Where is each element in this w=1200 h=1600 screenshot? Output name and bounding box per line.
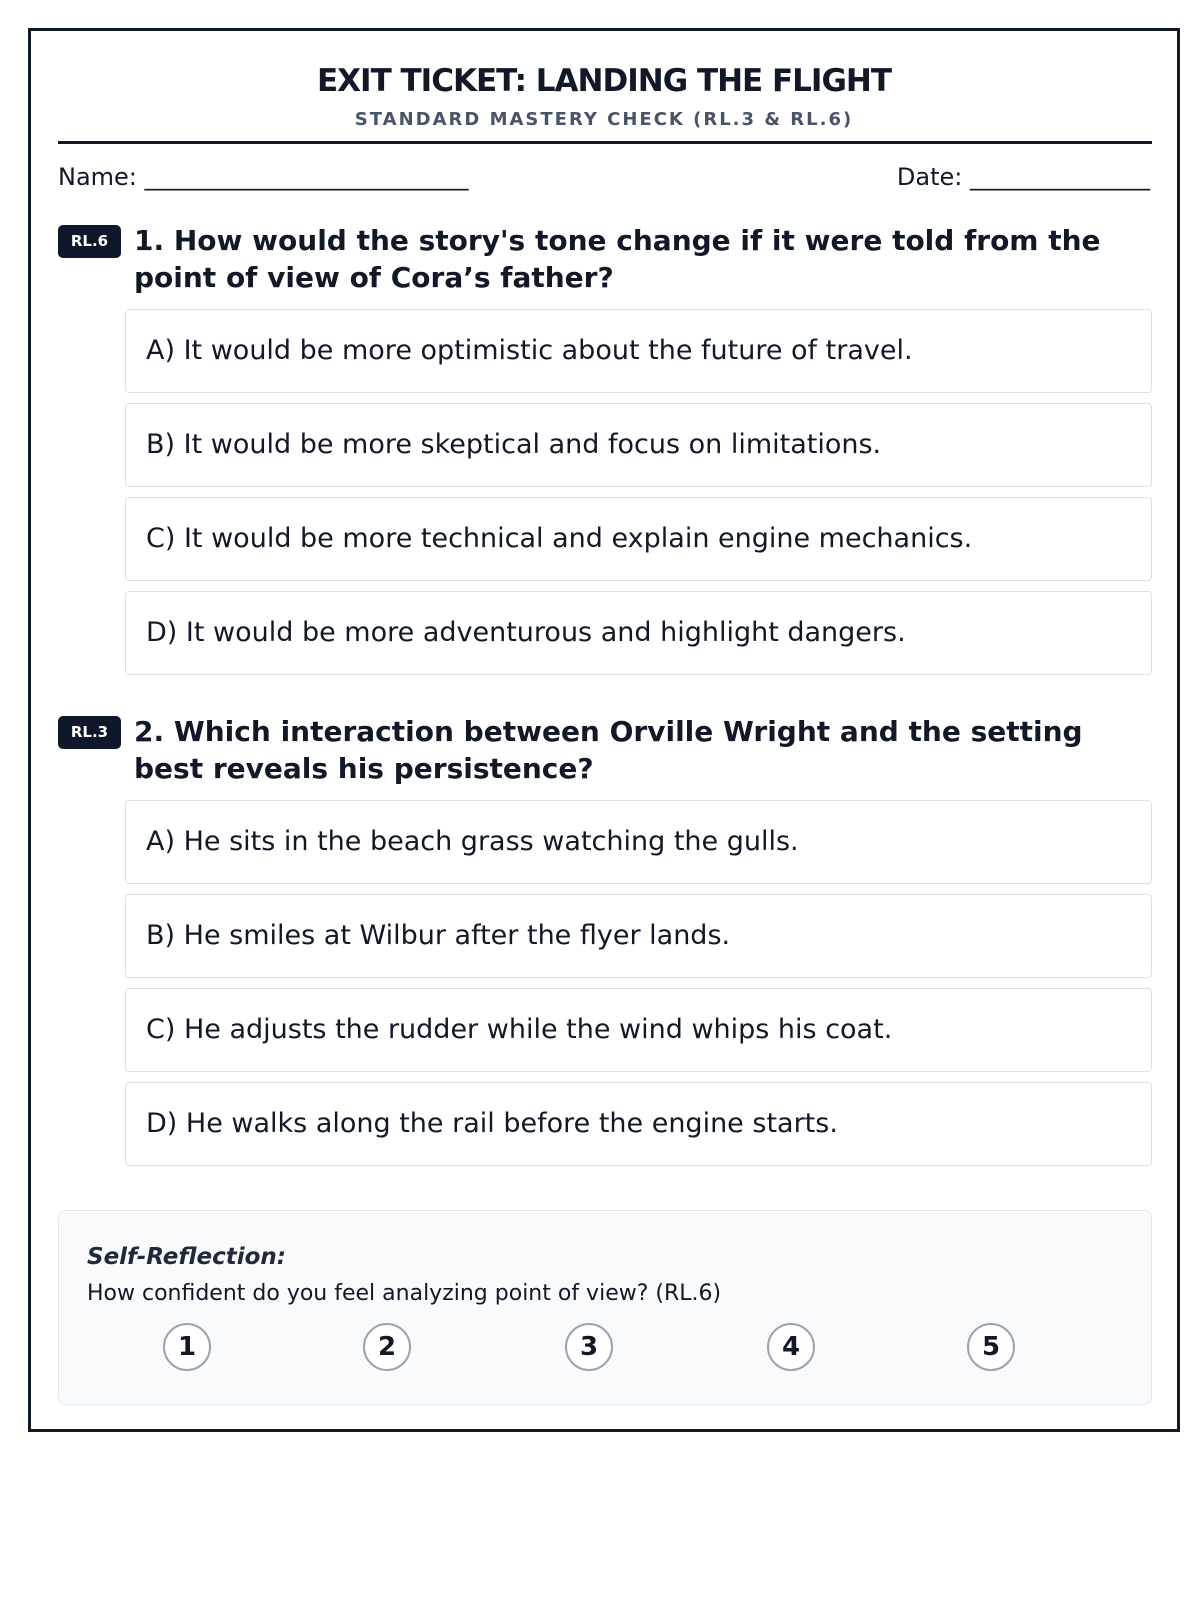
page-title: EXIT TICKET: LANDING THE FLIGHT (316, 63, 891, 99)
date-field[interactable]: Date: _______________ (896, 163, 1150, 191)
answer-option-c[interactable]: C) He adjusts the rudder while the wind whips his coat. (125, 988, 1152, 1072)
answer-option-a[interactable]: A) He sits in the beach grass watching the gulls. (125, 800, 1152, 884)
confidence-rating-3[interactable]: 3 (565, 1323, 613, 1371)
answer-option-b[interactable]: B) He smiles at Wilbur after the flyer lands. (125, 894, 1152, 978)
answer-option-b[interactable]: B) It would be more skeptical and focus on limitations. (125, 403, 1152, 487)
question-text: 1. How would the story's tone change if it were told from the point of view of Cora’s father? (134, 224, 1101, 294)
answer-option-d[interactable]: D) It would be more adventurous and highlight dangers. (125, 591, 1152, 675)
name-field[interactable]: Name: ___________________________ (58, 163, 469, 191)
answer-option-a[interactable]: A) It would be more optimistic about the future of travel. (125, 309, 1152, 393)
answer-option-c[interactable]: C) It would be more technical and explain engine mechanics. (125, 497, 1152, 581)
self-reflection-box (58, 1210, 1152, 1405)
confidence-rating-4[interactable]: 4 (767, 1323, 815, 1371)
confidence-rating-2[interactable]: 2 (363, 1323, 411, 1371)
confidence-rating-5[interactable]: 5 (967, 1323, 1015, 1371)
reflection-title: Self-Reflection: (87, 1244, 286, 1270)
confidence-rating-1[interactable]: 1 (163, 1323, 211, 1371)
answer-options (125, 309, 1152, 685)
standard-badge: RL.6 (58, 225, 121, 258)
question-text: 2. Which interaction between Orville Wright and the setting best reveals his persistence? (134, 715, 1083, 785)
exit-ticket (28, 28, 1180, 1432)
answer-options (125, 800, 1152, 1176)
header-divider (58, 141, 1152, 144)
answer-option-d[interactable]: D) He walks along the rail before the engine starts. (125, 1082, 1152, 1166)
reflection-prompt: How confident do you feel analyzing point of view? (RL.6) (87, 1281, 722, 1306)
standard-badge: RL.3 (58, 716, 121, 749)
page-subtitle: STANDARD MASTERY CHECK (RL.3 & RL.6) (354, 109, 854, 130)
